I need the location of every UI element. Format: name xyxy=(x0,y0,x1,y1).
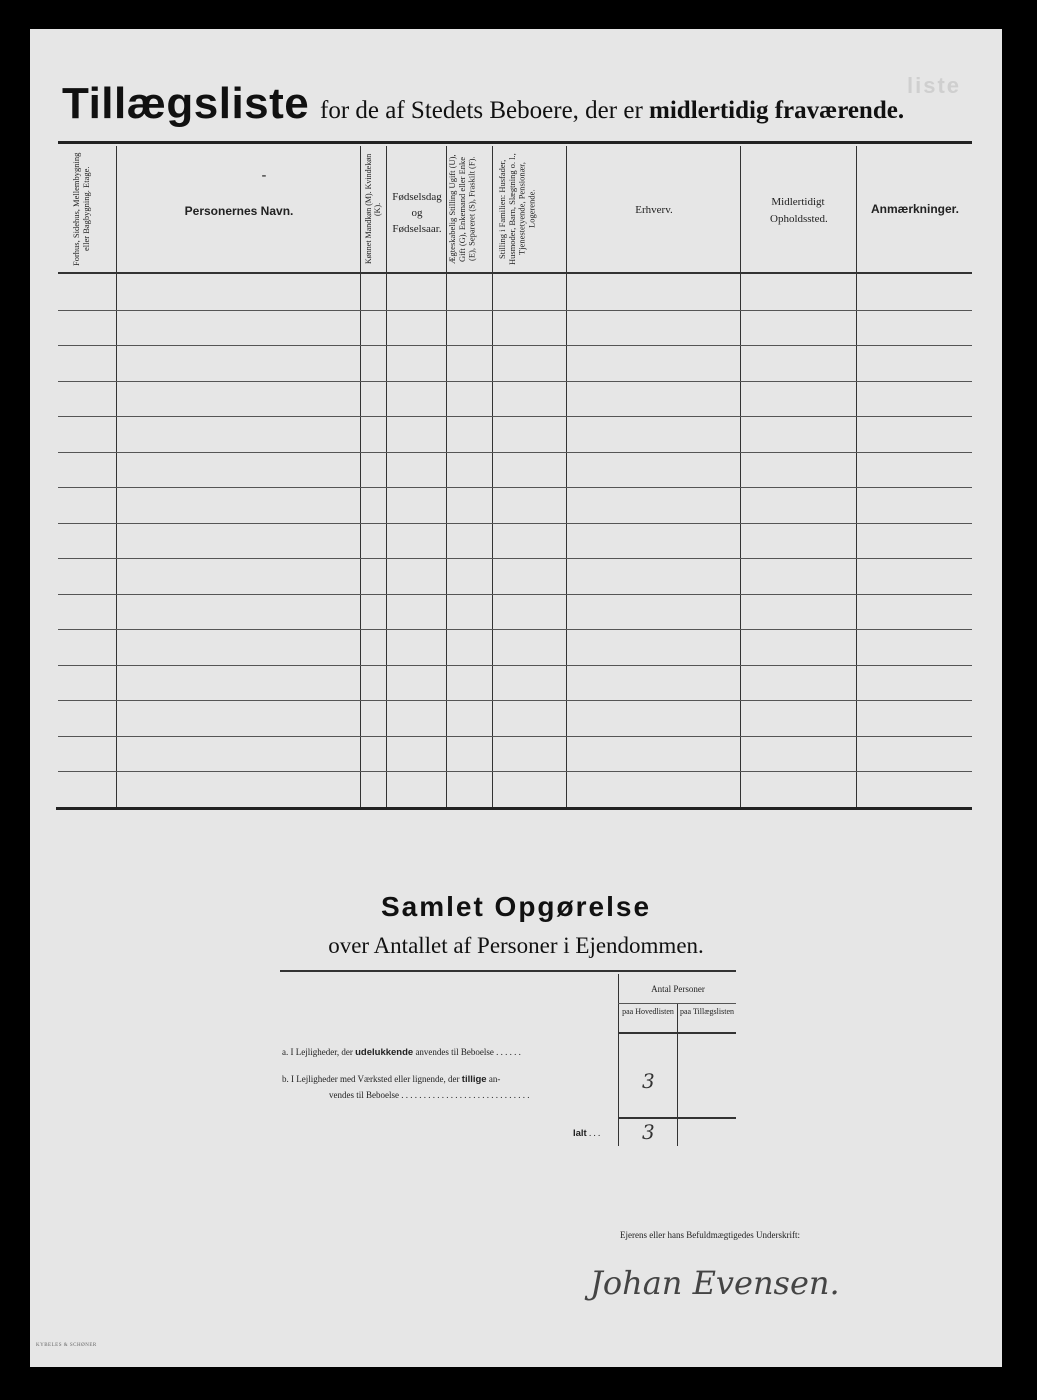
header-marital: Ægteskabelig Stilling Ugift (U), Gift (G), Enkemand eller Enke (E), Separeret (S), Fraskilt (F). xyxy=(447,154,477,264)
corner-stamp: liste xyxy=(907,73,962,98)
table-row-line xyxy=(58,523,972,524)
summary-rule-inner xyxy=(618,1003,736,1004)
summary-rule-inner xyxy=(618,1032,736,1034)
header-temp-residence: Midlertidigt Opholdssted. xyxy=(770,196,828,225)
table-row-line xyxy=(58,310,972,311)
row-b-bold: tillige xyxy=(461,1074,487,1085)
title-prefix: for de af Stedets Beboere, der er xyxy=(320,97,643,124)
summary-col-supp: paa Tillægslisten xyxy=(679,1007,734,1016)
summary-total-value: 3 xyxy=(642,1120,655,1144)
header-occupation: Erhverv. xyxy=(635,204,673,216)
summary-total xyxy=(573,1128,600,1139)
table-row-line xyxy=(58,558,972,559)
signature-label: Ejerens eller hans Befuldmægtigedes Underskrift: xyxy=(620,1230,800,1240)
col-divider xyxy=(492,146,493,807)
table-row-line xyxy=(58,452,972,453)
row-a-bold: udelukkende xyxy=(355,1047,414,1058)
census-form-sheet xyxy=(30,29,1002,1367)
row-b-prefix: b. I Lejligheder med Værksted eller lignende, der xyxy=(282,1074,460,1084)
summary-title: Samlet Opgørelse xyxy=(380,891,652,922)
summary-row-b xyxy=(282,1074,500,1085)
col-divider xyxy=(740,146,741,807)
row-b-suffix: an- xyxy=(488,1074,501,1084)
absentee-table xyxy=(58,146,972,810)
table-row-line xyxy=(58,665,972,666)
summary-rule xyxy=(280,970,736,972)
header-remarks: Anmærkninger. xyxy=(870,202,960,216)
form-title: Tillægsliste xyxy=(62,79,310,128)
summary-divider xyxy=(618,974,619,1146)
table-row-line xyxy=(58,487,972,488)
header-birth: Fødselsdag og Fødselsaar. xyxy=(392,191,442,235)
table-row-line xyxy=(58,594,972,595)
form-title-rest xyxy=(320,97,904,125)
col-divider xyxy=(116,146,117,807)
summary-divider xyxy=(677,1004,678,1146)
table-row-line xyxy=(58,771,972,772)
header-dash: - xyxy=(261,168,267,183)
summary-col-main: paa Hovedlisten xyxy=(622,1007,674,1016)
total-dots: . . . xyxy=(588,1128,601,1138)
summary-rule-inner xyxy=(618,1117,736,1119)
title-rule xyxy=(58,141,972,144)
table-row-line xyxy=(58,700,972,701)
handwritten-signature: Johan Evensen. xyxy=(590,1264,840,1302)
summary-subtitle: over Antallet af Personer i Ejendommen. xyxy=(328,933,704,958)
col-divider xyxy=(386,146,387,807)
table-row-line xyxy=(58,736,972,737)
title-bold: midlertidig fraværende. xyxy=(649,97,905,124)
summary-row-b-line2: vendes til Beboelse . . . . . . . . . . . . . . . . . . . . . . . . . . . . . xyxy=(329,1090,530,1100)
printer-imprint: KYBELES & SCHØNER xyxy=(36,1343,97,1348)
col-divider xyxy=(856,146,857,807)
row-a-prefix: a. I Lejligheder, der xyxy=(282,1047,353,1057)
table-row-line xyxy=(58,416,972,417)
table-row-line xyxy=(58,345,972,346)
summary-col-group: Antal Personer xyxy=(651,984,705,994)
row-a-suffix: anvendes til Beboelse . . . . . . xyxy=(415,1047,521,1057)
header-sex: Kønnet Mandkøn (M). Kvindekøn (K). xyxy=(364,153,383,265)
col-divider xyxy=(360,146,361,807)
header-rule xyxy=(58,272,972,274)
summary-row-b-value: 3 xyxy=(642,1069,655,1093)
total-label: Ialt xyxy=(573,1128,587,1139)
table-bottom-rule xyxy=(56,807,972,810)
summary-row-a xyxy=(282,1047,521,1058)
header-name: Personernes Navn. xyxy=(184,204,294,218)
table-row-line xyxy=(58,629,972,630)
table-row-line xyxy=(58,381,972,382)
header-family: Stilling i Familien: Husfader, Husmoder, Barn, Slægtning o. l., Tjenestetyende, Pensionær, Logerende. xyxy=(497,153,537,265)
col-divider xyxy=(566,146,567,807)
header-building: Forhus, Sidehus, Mellembygning eller Bagbygning. Etage. xyxy=(71,152,91,266)
